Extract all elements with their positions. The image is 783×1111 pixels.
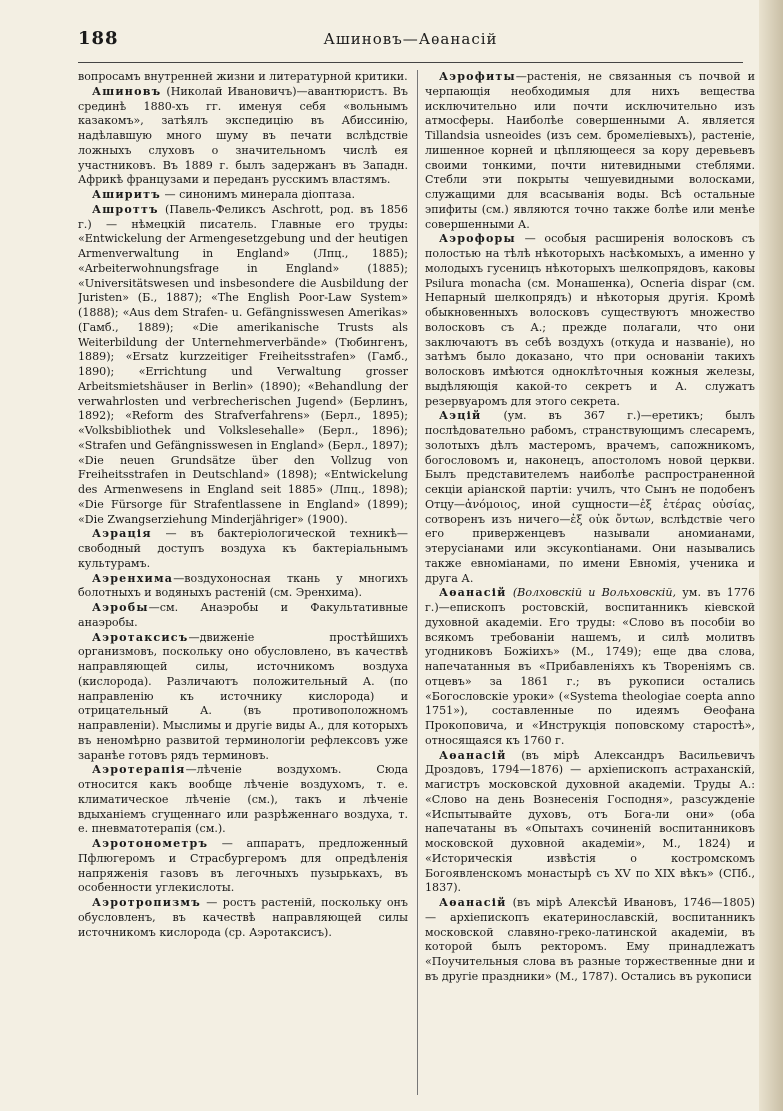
entry-headword: Аэрофоры: [439, 232, 516, 246]
entry-text: —лѣченіе воздухомъ. Сюда относится какъ вообще лѣченіе воздухомъ, т. е. климатическое лѣченіе (см.), такъ и лѣченіе вдыханіемъ сгущеннаго или разрѣженнаго воздуха, т. е. пневматотерапія (см.).: [78, 763, 408, 836]
entry-headword: Аэротерапія: [92, 763, 186, 777]
entry-headword: Аэробы: [92, 601, 149, 614]
page-number: 188: [78, 28, 119, 49]
dictionary-entry: [425, 70, 755, 232]
dictionary-entry: [78, 837, 408, 896]
entry-text: (въ мірѣ Алексѣй Ивановъ, 1746—1805) — архіепископъ екатеринославскій, воспитанникъ московской славяно-греко-латинской академіи, въ которой былъ ректоромъ. Ему принадлежатъ «Поучительныя слова въ разные торжественные дни и въ другіе праздники» (М., 1787). Остались въ рукописи: [425, 896, 755, 983]
dictionary-entry: [425, 749, 755, 897]
entry-text: —движеніе простѣйшихъ организмовъ, поскольку оно обусловлено, въ качествѣ направляющей силы, источникомъ воздуха (кислорода). Различаютъ положительный А. (по направленію къ источнику кислорода) и отрицательный А. (въ противоположномъ направленіи). Мыслимы и другіе виды А., для которыхъ въ неномѣрно развитой терминологіи рефлексовъ уже заранѣе готовъ рядъ терминовъ.: [78, 630, 408, 762]
right-column: [425, 70, 755, 1095]
entry-text: —воздухоносная ткань у многихъ болотныхъ и водяныхъ растеній (см. Эренхима).: [78, 571, 408, 600]
dictionary-entry: [425, 232, 755, 409]
dictionary-entry: [78, 763, 408, 837]
dictionary-entry: [78, 601, 408, 631]
dictionary-entry: [78, 527, 408, 571]
dictionary-entry: [425, 586, 755, 748]
entry-headword: Аэротаксисъ: [92, 630, 189, 644]
entry-text: —см. Анаэробы и Факультативные анаэробы.: [78, 601, 408, 629]
entry-headword: Ашроттъ: [92, 202, 159, 216]
entry-headword: Аэротонометръ: [92, 837, 209, 850]
dictionary-entry: [425, 896, 755, 985]
entry-text: (Павель-Феликсъ Aschrott, род. въ 1856 г.) — нѣмецкій писатель. Главные его труды: «Entwickelung der Armengesetzgebung und der heutigen Armenverwaltung in England» (Лпц., 1885); «Arbeiterwohnungsfrage in England» (1885); «Universitätswesen und insbesondere die Ausbildung der Juristen» (Б., 1887); «The English Poor-Law System» (1888); «Aus dem Strafen- u. Gefängnisswesen Amerikas» (Гамб., 1889); «Die amerikanische Trusts als Weiterbildung der Unternehmerverbände» (Тюбингенъ, 1889); «Ersatz kurzzeitiger Freiheitsstrafen» (Гамб., 1890); «Errichtung und Verwaltung grosser Arbeitsmietshäuser in Berlin» (1890); «Behandlung der verwahrlosten und verbrecherischen Jugend» (Берлинъ, 1892); «Reform des Strafverfahrens» (Берл., 1895); «Volksbibliothek und Volkslesehalle» (Берл., 1896); «Strafen und Gefängnisswesen in England» (Берл., 1897); «Die neuen Grundsätze über den Vollzug von Freiheitsstrafen in Deutschland» (1898); «Entwickelung des Armenwesens in England seit 1885» (Лпц., 1898); «Die Fürsorge für Strafentlassene in England» (1899); «Die Zwangserziehung Minderjähriger» (1900).: [78, 202, 408, 526]
entry-italic: (Волховскій и Вольховскій,: [512, 586, 677, 600]
dictionary-entry: [78, 188, 408, 203]
entry-headword: Аэрофиты: [439, 70, 516, 83]
entry-continuation: [78, 70, 408, 85]
page-edge: [759, 0, 783, 1111]
header-rule: [78, 62, 743, 63]
dictionary-entry: [425, 409, 755, 586]
entry-text: — особыя расширенія волосковъ съ полостью на тѣлѣ нѣкоторыхъ насѣкомыхъ, а именно у молодыхъ гусеницъ нѣкоторыхъ шелкопрядовъ, каковы Psilura monacha (см. Монашенка), Ocneria dispar (см. Непарный шелкопрядъ) и нѣкоторыя другія. Кромѣ обыкновенныхъ волосковъ существуютъ множество волосковъ съ А.; прежде полагали, что они заключаютъ въ себѣ воздухъ (откуда и названіе), но затѣмъ было доказано, что при основаніи такихъ волосковъ имѣются одноклѣточныя кожныя железы, выдѣляющія какой-то секретъ и А. служатъ резервуаромъ для этого секрета.: [425, 232, 755, 408]
entry-text: — синонимъ минерала діоптаза.: [160, 188, 356, 201]
entry-text: ум. въ 1776 г.)—епископъ ростовскій, воспитанникъ кіевской духовной академіи. Его труды: «Слово въ пособіи во всякомъ требованіи нашемъ, и силѣ молитвъ угодниковъ Божіихъ» (М., 1749); еще два слова, напечатанныя въ «Прибавленіяхъ къ Твореніямъ св. отцевъ» за 1861 г.; въ рукописи остались «Богословскіе уроки» («Systema theologiae coepta anno 1751»), составленные по идеямъ Ѳеофана Прокоповича, и «Инструкція поповскому старостѣ», относящаяся къ 1760 г.: [425, 586, 755, 747]
column-separator: [417, 70, 418, 1095]
dictionary-entry: [78, 631, 408, 764]
dictionary-entry: [78, 203, 408, 528]
entry-headword: Аэрація: [92, 527, 152, 541]
entry-text: — въ бактеріологической техникѣ—свободный доступъ воздуха къ бактеріальнымъ культурамъ.: [78, 527, 408, 570]
dictionary-entry: [78, 85, 408, 188]
dictionary-entry: [78, 572, 408, 602]
entry-text: (въ мірѣ Александръ Васильевичъ Дроздовъ, 1794—1876) — архіепископъ астраханскій, магистръ московской духовной академіи. Труды А.: «Слово на день Вознесенія Господня», разсужденіе «Испытывайте духовъ, отъ Бога-ли они» (оба напечатаны въ «Опытахъ сочиненій воспитанниковъ московской духовной академіи», М., 1824) и «Историческія извѣстія о костромскомъ Богоявленскомъ монастырѣ съ XV по XIX вѣкъ» (СПб., 1837).: [425, 748, 755, 895]
entry-text: —растенія, не связанныя съ почвой и черпающія необходимыя для нихъ вещества исключительно или почти исключительно изъ атмосферы. Наиболѣе совершенными А. является Tillandsia usneoides (изъ сем. бромеліевыхъ), растеніе, лишенное корней и цѣпляющееся за кору деревьевъ своими тонкими, почти нитевидными стеблями. Стебли эти покрыты чешуевидными волосками, служащими для всасыванія воды. Всѣ остальные эпифиты (см.) являются точно также болѣе или менѣе совершенными А.: [425, 70, 755, 231]
entry-headword: Аэцій: [439, 409, 482, 423]
entry-text: вопросамъ внутренней жизни и литературной критики.: [78, 70, 408, 83]
entry-text: — ростъ растеній, поскольку онъ обусловленъ, въ качествѣ направляющей силы источникомъ кислорода (ср. Аэротаксисъ).: [78, 896, 408, 939]
dictionary-entry: [78, 896, 408, 940]
running-title: Ашиновъ—Аѳанасій: [323, 30, 498, 48]
left-column: [78, 70, 408, 1095]
entry-headword: Аѳанасій: [439, 586, 507, 600]
entry-headword: Ашиновъ: [92, 84, 162, 98]
entry-text: — аппаратъ, предложенный Пфлюгеромъ и Страсбургеромъ для опредѣленія напряженія газовъ въ легочныхъ пузырькахъ, въ особенности углекислоты.: [78, 837, 408, 895]
entry-headword: Аэренхима: [92, 571, 174, 585]
entry-headword: Аѳанасій: [439, 896, 507, 909]
entry-text: (ум. въ 367 г.)—еретикъ; былъ послѣдовательно рабомъ, странствующимъ слесаремъ, золотыхъ дѣлъ мастеромъ, врачемъ, сапожникомъ, богословомъ и, наконецъ, апостоломъ новой церкви. Былъ представителемъ наиболѣе распространенной секціи аріанской партіи: училъ, что Сынъ не подобенъ Отцу—ἀνόμοιος, иной сущности—ἐξ ἑτέρας οὐσίας, сотворенъ изъ ничего—ἐξ οὐκ ὄντων, вслѣдствіе чего его приверженцевъ называли аномианами, этерусіанами или эксукontіанами. Они назывались также евноміанами, по имени Евномія, ученика и друга А.: [425, 409, 755, 585]
entry-text: (Николай Ивановичъ)—авантюристъ. Въ срединѣ 1880-хъ гг. именуя себя «вольнымъ казакомъ», затѣялъ экспедицію въ Абиссинію, надѣлавшую много шуму въ печати вслѣдствіе ложныхъ слуховъ о значительномъ числѣ ея участниковъ. Въ 1889 г. былъ задержанъ въ Западн. Африкѣ французами и переданъ русскимъ властямъ.: [78, 84, 408, 187]
entry-headword: Аширитъ: [92, 188, 161, 201]
entry-headword: Аэротропизмъ: [92, 896, 201, 909]
entry-headword: Аѳанасій: [439, 748, 507, 762]
page-header: [78, 28, 743, 58]
